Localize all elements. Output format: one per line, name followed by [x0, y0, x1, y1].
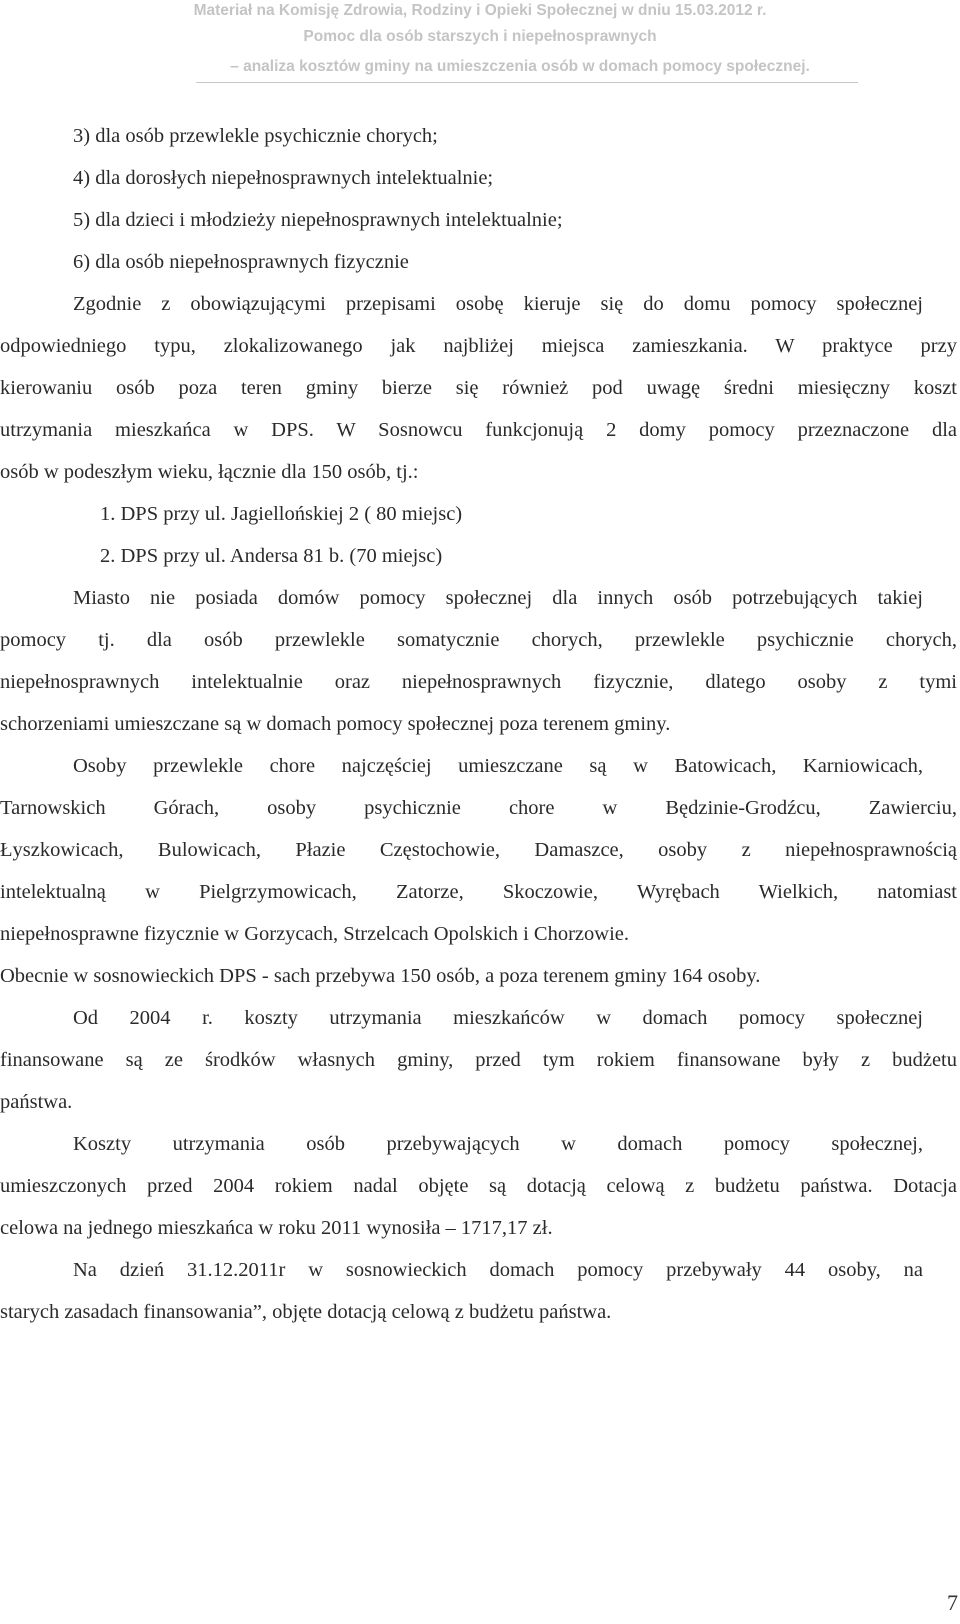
dps-list-item-1: 1. DPS przy ul. Jagiellońskiej 2 ( 80 miejsc) [100, 503, 463, 525]
text-line: Obecnie w sosnowieckich DPS - sach przebywa 150 osób, a poza terenem gminy 164 osoby. [0, 965, 761, 987]
text-line: Tarnowskich Górach, osoby psychicznie chore w Będzinie-Grodźcu, Zawierciu, [0, 797, 957, 819]
text-line: Łyszkowicach, Bulowicach, Płazie Częstochowie, Damaszce, osoby z niepełnosprawnością [0, 839, 957, 861]
text-line: intelektualną w Pielgrzymowicach, Zatorze, Skoczowie, Wyrębach Wielkich, natomiast [0, 881, 957, 903]
text-line: niepełnosprawnych intelektualnie oraz niepełnosprawnych fizycznie, dlatego osoby z tymi [0, 671, 957, 693]
list-item-5: 5) dla dzieci i młodzieży niepełnosprawnych intelektualnie; [73, 209, 563, 231]
header-rule [196, 82, 858, 83]
list-item-4: 4) dla dorosłych niepełnosprawnych intelektualnie; [73, 167, 494, 189]
text-line: Koszty utrzymania osób przebywających w domach pomocy społecznej, [73, 1133, 923, 1155]
header-line-3: – analiza kosztów gminy na umieszczenia osób w domach pomocy społecznej. [230, 58, 810, 75]
text-line: odpowiedniego typu, zlokalizowanego jak najbliżej miejsca zamieszkania. W praktyce przy [0, 335, 957, 357]
text-line: niepełnosprawne fizycznie w Gorzycach, Strzelcach Opolskich i Chorzowie. [0, 923, 629, 945]
text-line: Osoby przewlekle chore najczęściej umieszczane są w Batowicach, Karniowicach, [73, 755, 923, 777]
text-line: celowa na jednego mieszkańca w roku 2011 wynosiła – 1717,17 zł. [0, 1217, 553, 1239]
text-line: Od 2004 r. koszty utrzymania mieszkańców w domach pomocy społecznej [73, 1007, 923, 1029]
dps-list-item-2: 2. DPS przy ul. Andersa 81 b. (70 miejsc) [100, 545, 443, 567]
list-item-6: 6) dla osób niepełnosprawnych fizycznie [73, 251, 409, 273]
text-line: pomocy tj. dla osób przewlekle somatycznie chorych, przewlekle psychicznie chorych, [0, 629, 957, 651]
text-line: utrzymania mieszkańca w DPS. W Sosnowcu funkcjonują 2 domy pomocy przeznaczone dla [0, 419, 957, 441]
text-line: osób w podeszłym wieku, łącznie dla 150 osób, tj.: [0, 461, 419, 483]
header-line-1: Materiał na Komisję Zdrowia, Rodziny i Opieki Społecznej w dniu 15.03.2012 r. [193, 2, 767, 19]
text-line: umieszczonych przed 2004 rokiem nadal objęte są dotacją celową z budżetu państwa. Dotacja [0, 1175, 957, 1197]
text-line: schorzeniami umieszczane są w domach pomocy społecznej poza terenem gminy. [0, 713, 671, 735]
header-line-2: Pomoc dla osób starszych i niepełnosprawnych [303, 28, 657, 45]
text-line: starych zasadach finansowania”, objęte dotacją celową z budżetu państwa. [0, 1301, 612, 1323]
text-line: Na dzień 31.12.2011r w sosnowieckich domach pomocy przebywały 44 osoby, na [73, 1259, 923, 1281]
text-line: Miasto nie posiada domów pomocy społecznej dla innych osób potrzebujących takiej [73, 587, 923, 609]
text-line: państwa. [0, 1091, 73, 1113]
text-line: Zgodnie z obowiązującymi przepisami osobę kieruje się do domu pomocy społecznej [73, 293, 923, 315]
page-number: 7 [947, 1590, 958, 1615]
text-line: finansowane są ze środków własnych gminy, przed tym rokiem finansowane były z budżetu [0, 1049, 957, 1071]
list-item-3: 3) dla osób przewlekle psychicznie chorych; [73, 125, 438, 147]
text-line: kierowaniu osób poza teren gminy bierze się również pod uwagę średni miesięczny koszt [0, 377, 957, 399]
